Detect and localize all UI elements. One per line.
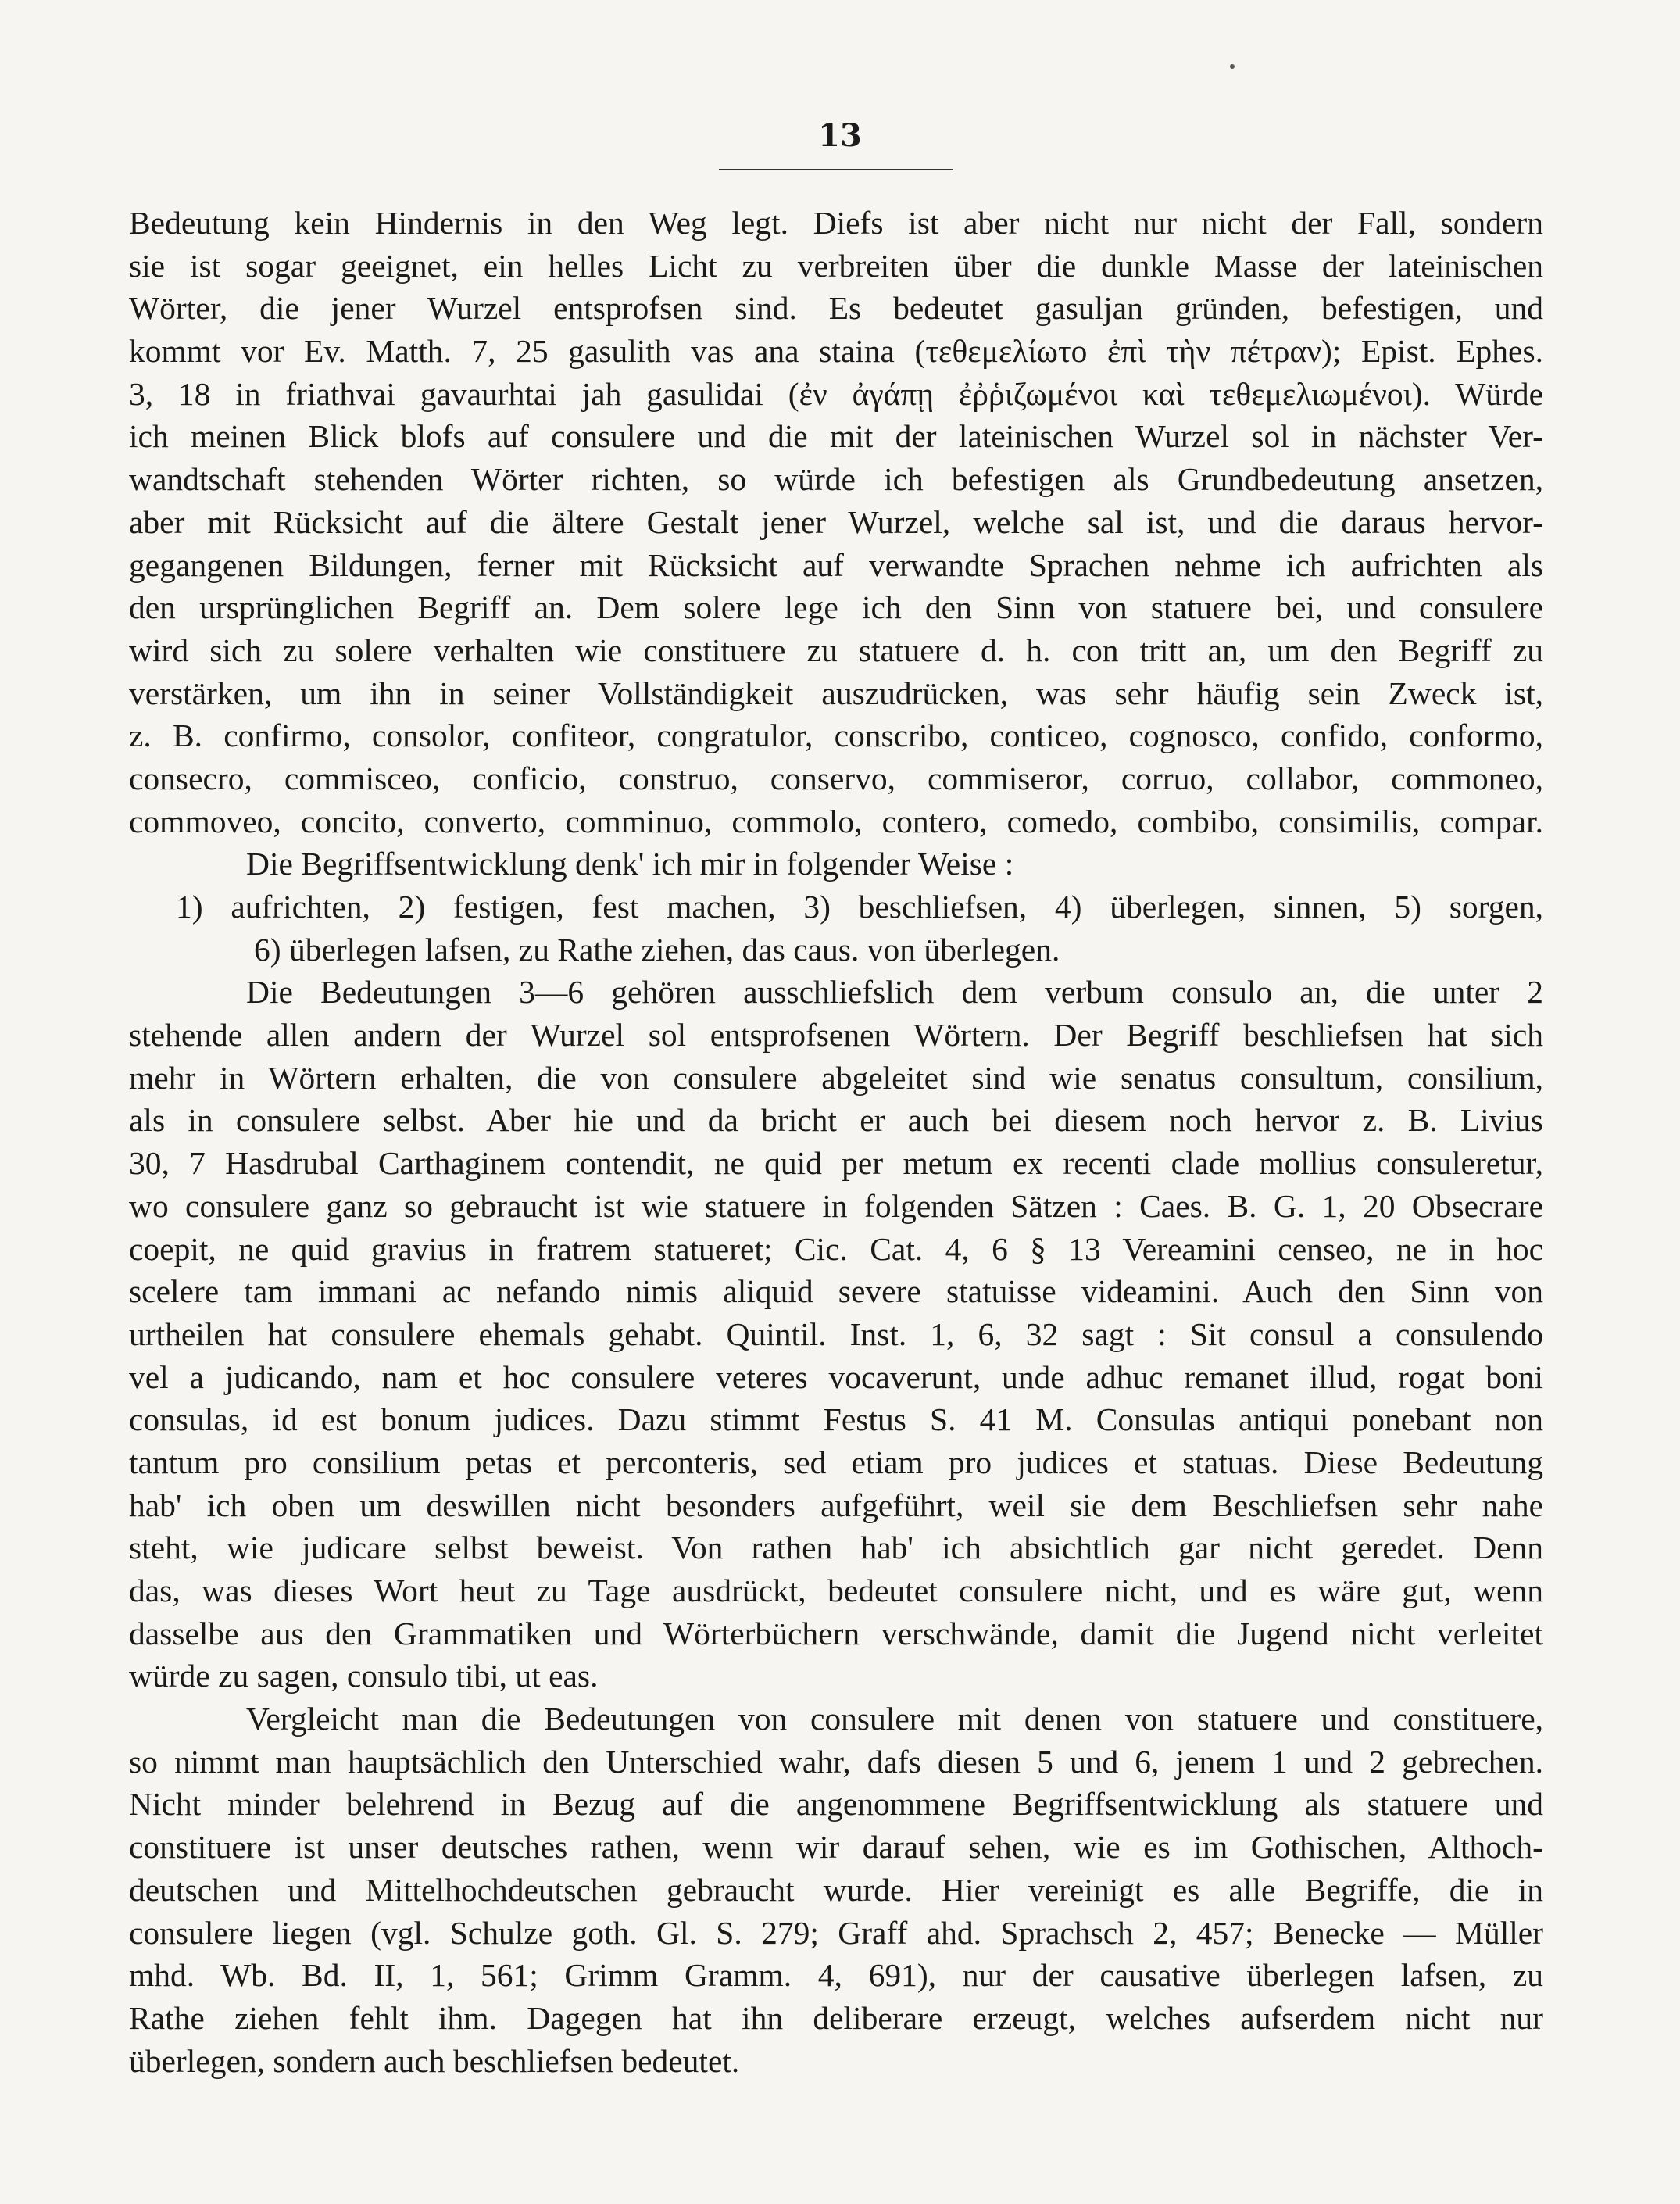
text-line: überlegen, sondern auch beschliefsen bedeutet. <box>129 2042 740 2079</box>
text-line: kommt vor Ev. Matth. 7, 25 gasulith vas ana staina (τεθεμελίωτο ἐπὶ τὴν πέτραν); Epist. Ephes. <box>129 333 1543 370</box>
text-line: als in consulere selbst. Aber hie und da bricht er auch bei diesem noch hervor z. B. Livius <box>129 1102 1543 1139</box>
text-line: scelere tam immani ac nefando nimis aliquid severe statuisse videamini. Auch den Sinn von <box>129 1273 1543 1310</box>
text-line: 3, 18 in friathvai gavaurhtai jah gasulidai (ἐν ἀγάπῃ ἐῤῥιζωμένοι καὶ τεθεμελιωμένοι). Würde <box>129 375 1543 412</box>
text-line: Vergleicht man die Bedeutungen von consulere mit denen von statuere und constituere, <box>246 1701 1543 1737</box>
text-line: wo consulere ganz so gebraucht ist wie statuere in folgenden Sätzen : Caes. B. G. 1, 20 Obsecrare <box>129 1187 1543 1224</box>
text-line: dasselbe aus den Grammatiken und Wörterbüchern verschwände, damit die Jugend nicht verleitet <box>129 1615 1543 1651</box>
text-line: mhd. Wb. Bd. II, 1, 561; Grimm Gramm. 4, 691), nur der causative überlegen lafsen, zu <box>129 1957 1543 1994</box>
text-line: wandtschaft stehenden Wörter richten, so würde ich befestigen als Grundbedeutung ansetzen, <box>129 461 1543 498</box>
text-line: verstärken, um ihn in seiner Vollständigkeit auszudrücken, was sehr häufig sein Zweck ist, <box>129 674 1543 711</box>
text-line: ich meinen Blick blofs auf consulere und die mit der lateinischen Wurzel sol in nächster Ver- <box>129 418 1543 455</box>
body-text <box>129 202 1543 2082</box>
header-rule <box>719 169 953 170</box>
page-number: 13 <box>818 117 862 154</box>
text-line: consulere liegen (vgl. Schulze goth. Gl. S. 279; Graff ahd. Sprachsch 2, 457; Benecke — Müller <box>129 1914 1543 1951</box>
text-line: constituere ist unser deutsches rathen, wenn wir darauf sehen, wie es im Gothischen, Althoch- <box>129 1829 1543 1866</box>
text-line: Bedeutung kein Hindernis in den Weg legt. Diefs ist aber nicht nur nicht der Fall, sondern <box>129 205 1543 241</box>
text-line: wird sich zu solere verhalten wie constituere zu statuere d. h. con tritt an, um den Begriff zu <box>129 632 1543 668</box>
text-line: steht, wie judicare selbst beweist. Von rathen hab' ich absichtlich gar nicht geredet. Denn <box>129 1530 1543 1566</box>
text-line: Die Bedeutungen 3—6 gehören ausschliefslich dem verbum consulo an, die unter 2 <box>246 974 1543 1011</box>
text-line: so nimmt man hauptsächlich den Unterschied wahr, dafs diesen 5 und 6, jenem 1 und 2 gebrechen. <box>129 1743 1543 1780</box>
text-line: sie ist sogar geeignet, ein helles Licht zu verbreiten über die dunkle Masse der lateinischen <box>129 247 1543 284</box>
text-line: 30, 7 Hasdrubal Carthaginem contendit, ne quid per metum ex recenti clade mollius consuleretur, <box>129 1145 1543 1182</box>
text-line: vel a judicando, nam et hoc consulere veteres vocaverunt, unde adhuc remanet illud, rogat boni <box>129 1358 1543 1395</box>
text-line: 1) aufrichten, 2) festigen, fest machen, 3) beschliefsen, 4) überlegen, sinnen, 5) sorgen, <box>176 889 1543 925</box>
text-line: würde zu sagen, consulo tibi, ut eas. <box>129 1658 599 1694</box>
text-line: commoveo, concito, converto, comminuo, commolo, contero, comedo, combibo, consimilis, compar. <box>129 803 1543 839</box>
text-line: urtheilen hat consulere ehemals gehabt. Quintil. Inst. 1, 6, 32 sagt : Sit consul a consulendo <box>129 1315 1543 1352</box>
text-line: z. B. confirmo, consolor, confiteor, congratulor, conscribo, conticeo, cognosco, confido, conformo, <box>129 717 1543 754</box>
text-line: Wörter, die jener Wurzel entsprofsen sind. Es bedeutet gasuljan gründen, befestigen, und <box>129 290 1543 327</box>
text-line: Rathe ziehen fehlt ihm. Dagegen hat ihn deliberare erzeugt, welches aufserdem nicht nur <box>129 1999 1543 2036</box>
text-line: 6) überlegen lafsen, zu Rathe ziehen, das caus. von überlegen. <box>254 931 1060 968</box>
text-line: Nicht minder belehrend in Bezug auf die angenommene Begriffsentwicklung als statuere und <box>129 1786 1543 1823</box>
ink-speck <box>1230 64 1235 69</box>
text-line: das, was dieses Wort heut zu Tage ausdrückt, bedeutet consulere nicht, und es wäre gut, wenn <box>129 1572 1543 1608</box>
text-line: consecro, commisceo, conficio, construo, conservo, commiseror, corruo, collabor, commoneo, <box>129 760 1543 796</box>
text-line: coepit, ne quid gravius in fratrem statueret; Cic. Cat. 4, 6 § 13 Vereamini censeo, ne in hoc <box>129 1230 1543 1267</box>
text-line: hab' ich oben um deswillen nicht besonders aufgeführt, weil sie dem Beschliefsen sehr nahe <box>129 1487 1543 1523</box>
text-line: mehr in Wörtern erhalten, die von consulere abgeleitet sind wie senatus consultum, consilium, <box>129 1059 1543 1096</box>
text-line: den ursprünglichen Begriff an. Dem solere lege ich den Sinn von statuere bei, und consulere <box>129 589 1543 626</box>
text-line: stehende allen andern der Wurzel sol entsprofsenen Wörtern. Der Begriff beschliefsen hat sich <box>129 1017 1543 1054</box>
text-line: consulas, id est bonum judices. Dazu stimmt Festus S. 41 M. Consulas antiqui ponebant non <box>129 1401 1543 1438</box>
text-line: tantum pro consilium petas et perconteris, sed etiam pro judices et statuas. Diese Bedeutung <box>129 1444 1543 1480</box>
text-line: gegangenen Bildungen, ferner mit Rücksicht auf verwandte Sprachen nehme ich aufrichten als <box>129 546 1543 583</box>
text-line: Die Begriffsentwicklung denk' ich mir in folgender Weise : <box>246 846 1014 882</box>
text-line: deutschen und Mittelhochdeutschen gebraucht wurde. Hier vereinigt es alle Begriffe, die in <box>129 1871 1543 1908</box>
text-line: aber mit Rücksicht auf die ältere Gestalt jener Wurzel, welche sal ist, und die daraus hervor- <box>129 503 1543 540</box>
